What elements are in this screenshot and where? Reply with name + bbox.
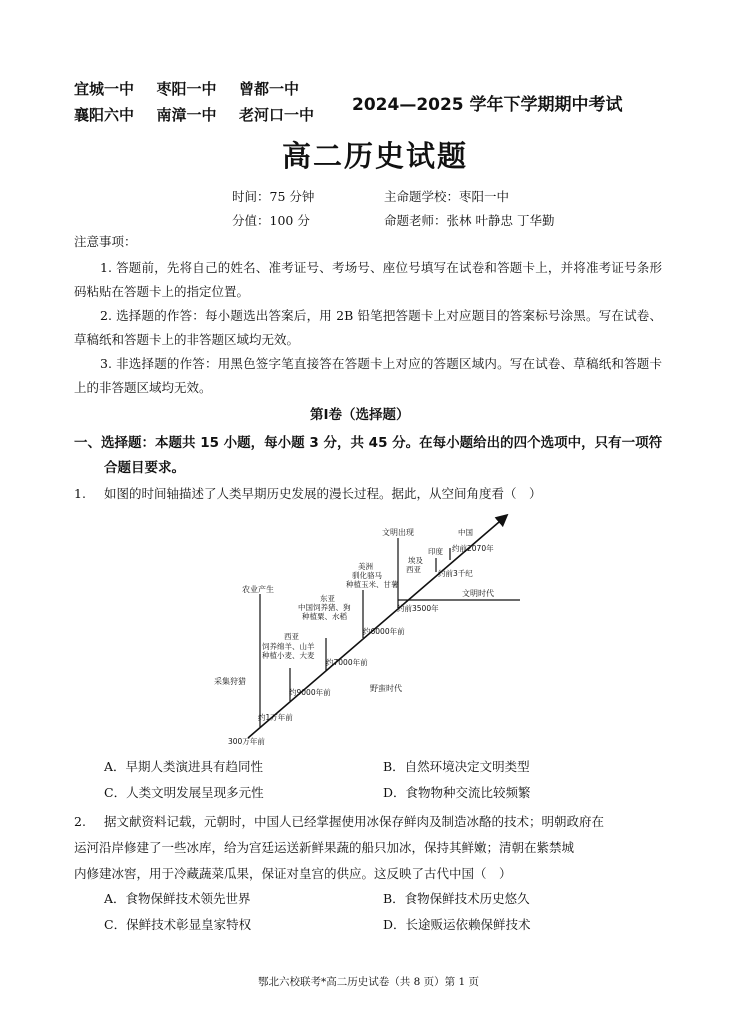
page-title: 高二历史试题 [282,139,469,173]
question-number: 1. [74,486,86,501]
section-instruction-cont: 合题目要求。 [104,460,185,476]
question-stem: 如图的时间轴描述了人类早期历史发展的漫长过程。据此，从空间角度看（ ） [104,486,542,501]
school-list-row2 [74,104,314,125]
civilization-emerge-label: 文明出现 [382,528,414,537]
date-label: 约7000年前 [326,658,368,667]
school-list-row1 [74,78,299,99]
civilization-era-label: 文明时代 [462,589,494,598]
exam-title: 2024—2025 学年下学期期中考试 [352,95,623,115]
school-name: 南漳一中 [156,106,217,124]
school-name: 枣阳一中 [156,80,217,98]
region-detail: 种植粟、水稻 [302,612,347,621]
region-detail: 驯化骆马 [352,571,382,580]
section-title: 第Ⅰ卷（选择题） [310,407,410,423]
notes-heading: 注意事项： [74,234,137,249]
region-detail: 中国饲养猪、狗 [298,603,351,612]
question-stem-line: 内修建冰窖，用于冷藏蔬菜瓜果，保证对皇宫的供应。这反映了古代中国（ ） [74,866,512,881]
exam-teachers: 命题老师：张林 叶静忠 丁华勤 [384,213,555,228]
option-d: D．食物物种交流比较频繁 [383,785,531,800]
question-number: 2. [74,814,86,829]
agriculture-label: 农业产生 [242,585,274,594]
date-label: 约前2070年 [452,544,494,553]
savage-era-label: 野蛮时代 [370,684,402,693]
school-name: 老河口一中 [238,106,314,124]
note-item: 1. 答题前，先将自己的姓名、准考证号、考场号、座位号填写在试卷和答题卡上，并将准考证号条形码粘贴在答题卡上的指定位置。 [74,260,662,299]
option-c: C．人类文明发展呈现多元性 [104,785,264,800]
exam-score: 分值：100 分 [232,213,310,228]
school-name: 襄阳六中 [74,106,135,124]
school-name: 宜城一中 [74,80,135,98]
question-stem-line: 据文献资料记载，元朝时，中国人已经掌握使用冰保存鲜肉及制造冰酪的技术；明朝政府在 [104,814,605,829]
region-label: 美洲 [358,562,373,571]
date-label: 约前3500年 [397,604,439,613]
question-stem-line: 运河沿岸修建了一些冰库，给为宫廷运送新鲜果蔬的船只加冰，保持其鲜嫩；清朝在紫禁城 [74,840,575,855]
option-b: B．食物保鲜技术历史悠久 [383,891,530,906]
region-label: 西亚 [284,632,299,641]
region-label: 埃及 [408,556,423,565]
date-label: 约前3千纪 [438,569,473,578]
date-label: 约1万年前 [258,713,293,722]
date-label: 300万年前 [228,737,265,746]
region-label: 印度 [428,547,443,556]
option-b: B．自然环境决定文明类型 [383,759,530,774]
option-a: A．食物保鲜技术领先世界 [104,891,251,906]
region-label: 中国 [458,528,473,537]
exam-time: 时间：75 分钟 [232,189,315,204]
school-name: 曾都一中 [238,80,299,98]
region-label: 西亚 [406,565,421,574]
region-detail: 种植小麦、大麦 [262,651,315,660]
note-item: 2. 选择题的作答：每小题选出答案后，用 2B 铅笔把答题卡上对应题目的答案标号涂黑。写在试卷、草稿纸和答题卡上的非答题区域均无效。 [74,308,662,347]
date-label: 约6000年前 [363,627,405,636]
date-label: 约9000年前 [289,688,331,697]
option-c: C．保鲜技术彰显皇家特权 [104,917,252,932]
region-detail: 饲养绵羊、山羊 [262,642,315,651]
region-label: 东亚 [320,594,335,603]
section-instruction: 一、选择题：本题共 15 小题，每小题 3 分，共 45 分。在每小题给出的四个选项中，只有一项符 [74,435,663,451]
option-a: A．早期人类演进具有趋同性 [104,759,264,774]
lead-school: 主命题学校：枣阳一中 [384,189,510,204]
note-item: 3. 非选择题的作答：用黑色签字笔直接答在答题卡上对应的答题区域内。写在试卷、草稿纸和答题卡上的非答题区域均无效。 [74,356,662,395]
page-footer: 鄂北六校联考*高二历史试卷（共 8 页）第 1 页 [258,976,479,988]
gathering-label: 采集狩猎 [214,677,246,686]
region-detail: 种植玉米、甘薯 [346,580,399,589]
timeline-figure [200,508,530,748]
option-d: D．长途贩运依赖保鲜技术 [383,917,531,932]
